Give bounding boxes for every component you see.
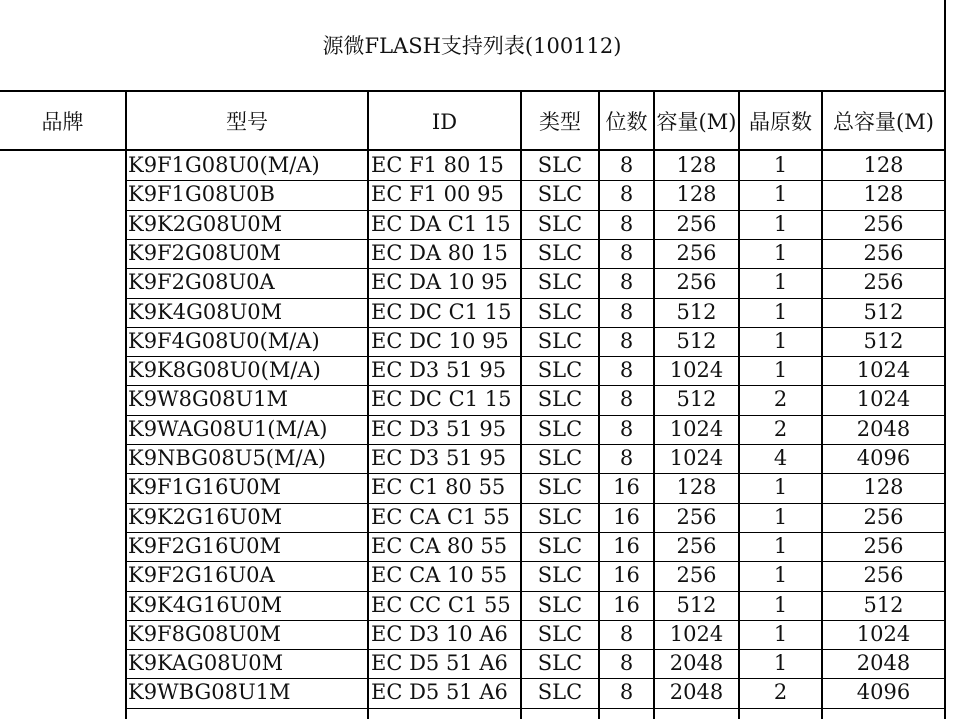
cell-bits: 8	[619, 680, 634, 705]
cell-id: EC DC C1 15	[371, 387, 512, 412]
cell-type: SLC	[537, 504, 583, 529]
cell-total: 1024	[856, 358, 911, 383]
cell-total: 4096	[856, 680, 911, 705]
cell-dies: 1	[773, 504, 788, 529]
cell-total: 128	[863, 475, 904, 500]
cell-capacity: 256	[676, 211, 717, 236]
cell-id: EC D3 10 A6	[371, 621, 508, 646]
cell-id: EC D3 51 95	[371, 358, 507, 383]
cell-bits: 8	[619, 358, 634, 383]
cell-dies: 1	[773, 240, 788, 265]
cell-model: K9W8G08U1M	[128, 387, 289, 412]
cell-total: 256	[863, 504, 904, 529]
column-divider	[367, 92, 369, 719]
cell-total: 256	[863, 563, 904, 588]
cell-total: 512	[863, 592, 904, 617]
cell-bits: 8	[619, 240, 634, 265]
cell-id: EC CA 80 55	[371, 533, 508, 558]
header-total: 总容量(M)	[833, 110, 934, 134]
cell-id: EC D5 51 A6	[371, 651, 508, 676]
cell-capacity: 256	[676, 533, 717, 558]
cell-total: 256	[863, 533, 904, 558]
cell-capacity: 2048	[669, 651, 724, 676]
cell-dies: 1	[773, 563, 788, 588]
cell-bits: 8	[619, 387, 634, 412]
cell-dies: 1	[773, 153, 788, 177]
cell-total: 4096	[856, 446, 911, 470]
cell-dies: 1	[773, 299, 788, 324]
header-type: 类型	[539, 110, 581, 134]
cell-bits: 16	[613, 563, 640, 588]
cell-type: SLC	[537, 563, 583, 588]
cell-capacity: 256	[676, 563, 717, 588]
cell-capacity: 512	[676, 328, 717, 353]
title-right-border	[944, 0, 946, 90]
cell-dies: 2	[773, 416, 788, 441]
cell-model: K9KAG08U0M	[128, 651, 284, 676]
cell-capacity: 1024	[669, 621, 724, 646]
cell-id: EC CC C1 55	[371, 592, 511, 617]
cell-bits: 16	[613, 592, 640, 617]
cell-dies: 4	[773, 446, 788, 470]
cell-id: EC CA 10 55	[371, 563, 508, 588]
cell-capacity: 512	[676, 592, 717, 617]
page-title: 源微FLASH支持列表(100112)	[322, 34, 622, 58]
cell-bits: 8	[619, 211, 634, 236]
cell-model: K9NBG08U5(M/A)	[128, 446, 326, 470]
cell-capacity: 2048	[669, 680, 724, 705]
cell-capacity: 256	[676, 270, 717, 295]
cell-capacity: 512	[676, 387, 717, 412]
cell-model: K9F8G08U0M	[128, 621, 282, 646]
cell-model: K9K2G16U0M	[128, 504, 283, 529]
cell-bits: 8	[619, 270, 634, 295]
cell-capacity: 1024	[669, 446, 724, 470]
cell-total: 512	[863, 328, 904, 353]
cell-bits: 8	[619, 416, 634, 441]
cell-dies: 1	[773, 651, 788, 676]
cell-total: 1024	[856, 387, 911, 412]
cell-dies: 1	[773, 475, 788, 500]
cell-bits: 16	[613, 533, 640, 558]
cell-total: 128	[863, 153, 904, 177]
cell-bits: 8	[619, 621, 634, 646]
cell-type: SLC	[537, 680, 583, 705]
cell-type: SLC	[537, 240, 583, 265]
cell-type: SLC	[537, 621, 583, 646]
cell-total: 128	[863, 182, 904, 207]
cell-id: EC D5 51 A6	[371, 680, 508, 705]
cell-id: EC DC C1 15	[371, 299, 512, 324]
cell-model: K9K4G16U0M	[128, 592, 283, 617]
cell-type: SLC	[537, 533, 583, 558]
cell-type: SLC	[537, 651, 583, 676]
cell-capacity: 128	[676, 475, 717, 500]
cell-capacity: 1024	[669, 358, 724, 383]
header-id: ID	[431, 110, 458, 134]
cell-dies: 1	[773, 182, 788, 207]
column-divider	[944, 92, 946, 719]
cell-model: K9F2G08U0A	[128, 270, 275, 295]
cell-dies: 1	[773, 211, 788, 236]
cell-dies: 1	[773, 533, 788, 558]
header-dies: 晶原数	[749, 110, 812, 134]
cell-id: EC CA C1 55	[371, 504, 510, 529]
cell-model: K9F1G16U0M	[128, 475, 282, 500]
cell-capacity: 256	[676, 504, 717, 529]
cell-model: K9F1G08U0(M/A)	[128, 153, 320, 177]
cell-type: SLC	[537, 387, 583, 412]
cell-total: 1024	[856, 621, 911, 646]
cell-id: EC F1 80 15	[371, 153, 504, 177]
header-brand: 品牌	[41, 110, 84, 134]
cell-capacity: 128	[676, 153, 717, 177]
cell-type: SLC	[537, 475, 583, 500]
cell-model: K9F1G08U0B	[128, 182, 275, 207]
cell-model: K9F2G08U0M	[128, 240, 282, 265]
cell-bits: 8	[619, 153, 634, 177]
cell-dies: 2	[773, 387, 788, 412]
column-divider	[125, 92, 127, 719]
cell-total: 512	[863, 299, 904, 324]
cell-bits: 8	[619, 299, 634, 324]
cell-model: K9K8G08U0(M/A)	[128, 358, 321, 383]
cell-model: K9F2G16U0A	[128, 563, 275, 588]
header-bits: 位数	[605, 110, 648, 134]
cell-type: SLC	[537, 153, 583, 177]
cell-bits: 16	[613, 504, 640, 529]
cell-id: EC D3 51 95	[371, 416, 507, 441]
cell-id: EC F1 00 95	[371, 182, 504, 207]
header-model: 型号	[226, 110, 268, 134]
cell-dies: 2	[773, 680, 788, 705]
cell-capacity: 1024	[669, 416, 724, 441]
cell-dies: 1	[773, 328, 788, 353]
cell-capacity: 512	[676, 299, 717, 324]
cell-type: SLC	[537, 416, 583, 441]
cell-bits: 16	[613, 475, 640, 500]
cell-total: 2048	[856, 651, 911, 676]
cell-model: K9K4G08U0M	[128, 299, 283, 324]
cell-model: K9WAG08U1(M/A)	[128, 416, 328, 441]
cell-total: 2048	[856, 416, 911, 441]
cell-id: EC DA 10 95	[371, 270, 508, 295]
cell-type: SLC	[537, 211, 583, 236]
cell-id: EC DA 80 15	[371, 240, 508, 265]
cell-total: 256	[863, 270, 904, 295]
cell-id: EC C1 80 55	[371, 475, 506, 500]
cell-type: SLC	[537, 446, 583, 470]
cell-model: K9WBG08U1M	[128, 680, 291, 705]
cell-type: SLC	[537, 270, 583, 295]
header-capacity: 容量(M)	[656, 110, 737, 134]
cell-dies: 1	[773, 270, 788, 295]
cell-model: K9K2G08U0M	[128, 211, 283, 236]
cell-total: 256	[863, 211, 904, 236]
cell-type: SLC	[537, 182, 583, 207]
row-divider	[125, 708, 946, 709]
cell-type: SLC	[537, 328, 583, 353]
cell-model: K9F4G08U0(M/A)	[128, 328, 320, 353]
cell-id: EC D3 51 95	[371, 446, 507, 470]
cell-type: SLC	[537, 358, 583, 383]
cell-id: EC DA C1 15	[371, 211, 511, 236]
cell-dies: 1	[773, 358, 788, 383]
cell-dies: 1	[773, 592, 788, 617]
cell-model: K9F2G16U0M	[128, 533, 282, 558]
cell-bits: 8	[619, 651, 634, 676]
cell-bits: 8	[619, 182, 634, 207]
cell-dies: 1	[773, 621, 788, 646]
cell-bits: 8	[619, 446, 634, 470]
cell-capacity: 256	[676, 240, 717, 265]
cell-id: EC DC 10 95	[371, 328, 509, 353]
cell-type: SLC	[537, 299, 583, 324]
cell-type: SLC	[537, 592, 583, 617]
cell-bits: 8	[619, 328, 634, 353]
cell-capacity: 128	[676, 182, 717, 207]
cell-total: 256	[863, 240, 904, 265]
